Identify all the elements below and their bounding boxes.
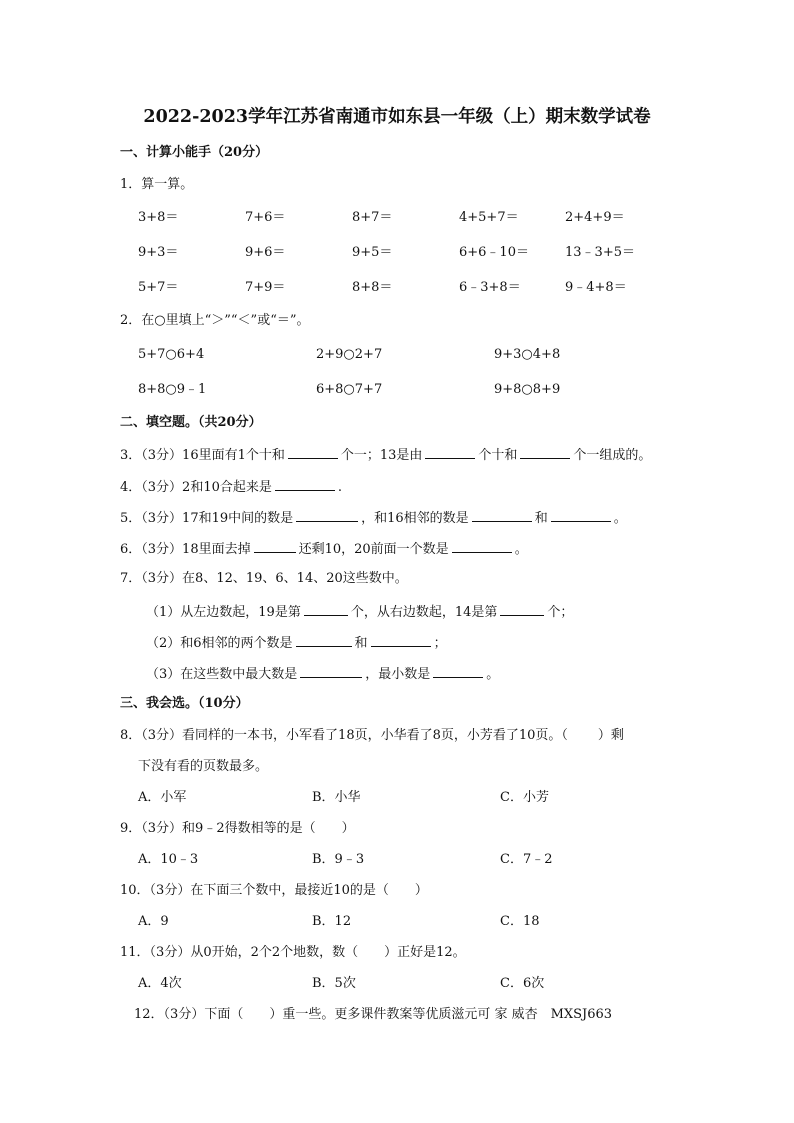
compare-item: 8+8○9﹣1 [138, 382, 207, 397]
calc-item: 9+3＝ [138, 245, 179, 260]
question-3: 3．（3分）16里面有1个十和 个一；13是由 个十和 个一组成的。 [120, 448, 652, 463]
question-5: 5．（3分）17和19中间的数是 ，和16相邻的数是 和 。 [120, 511, 627, 526]
answer-blank[interactable] [433, 665, 483, 678]
question-10-stem: 10．（3分）在下面三个数中，最接近10的是（ ） [120, 883, 428, 898]
calc-item: 3+8＝ [138, 210, 179, 225]
section-1-heading: 一、计算小能手（20分） [120, 145, 269, 160]
question-7-part-3: （3）在这些数中最大数是 ，最小数是 。 [146, 667, 500, 682]
question-7-part-2: （2）和6相邻的两个数是 和 ； [146, 636, 447, 651]
answer-blank[interactable] [296, 509, 358, 522]
calc-item: 13﹣3+5＝ [565, 245, 635, 260]
option-b[interactable]: B．9﹣3 [312, 852, 365, 867]
option-a[interactable]: A．小军 [138, 790, 187, 805]
answer-blank[interactable] [500, 603, 544, 616]
question-8-line-1: 8．（3分）看同样的一本书，小军看了18页，小华看了8页，小芳看了10页。（ ）剩 [120, 728, 624, 743]
calc-item: 6﹣3+8＝ [459, 280, 521, 295]
section-2-heading: 二、填空题。（共20分） [120, 415, 262, 430]
calc-item: 8+8＝ [352, 280, 393, 295]
calc-item: 4+5+7＝ [459, 210, 519, 225]
question-12-stem: 12．（3分）下面（ ）重一些。更多课件教案等优质滋元可 家 威杏 MXSJ663 [134, 1007, 613, 1022]
calc-item: 6+6﹣10＝ [459, 245, 529, 260]
calc-item: 9+6＝ [245, 245, 286, 260]
answer-blank[interactable] [300, 665, 362, 678]
answer-blank[interactable] [304, 603, 348, 616]
compare-item: 2+9○2+7 [316, 347, 383, 362]
answer-blank[interactable] [296, 634, 352, 647]
calc-item: 9+5＝ [352, 245, 393, 260]
calc-item: 9﹣4+8＝ [565, 280, 627, 295]
option-c[interactable]: C．6次 [500, 976, 545, 991]
question-6: 6．（3分）18里面去掉 还剩10，20前面一个数是 。 [120, 542, 528, 557]
calc-item: 7+9＝ [245, 280, 286, 295]
question-7-stem: 7．（3分）在8、12、19、6、14、20这些数中。 [120, 571, 408, 586]
question-11-stem: 11．（3分）从0开始，2个2个地数，数（ ）正好是12。 [120, 945, 466, 960]
calc-item: 7+6＝ [245, 210, 286, 225]
compare-item: 6+8○7+7 [316, 382, 383, 397]
answer-blank[interactable] [254, 540, 296, 553]
answer-blank[interactable] [551, 509, 611, 522]
answer-blank[interactable] [275, 478, 335, 491]
answer-blank[interactable] [472, 509, 532, 522]
option-c[interactable]: C．18 [500, 914, 540, 929]
question-9-stem: 9．（3分）和9﹣2得数相等的是（ ） [120, 821, 355, 836]
answer-blank[interactable] [425, 446, 475, 459]
compare-item: 9+3○4+8 [494, 347, 561, 362]
question-2-label: 2．在○里填上“＞”“＜”或“＝”。 [120, 313, 310, 328]
option-a[interactable]: A．10﹣3 [138, 852, 199, 867]
question-4: 4．（3分）2和10合起来是 . [120, 480, 342, 495]
option-a[interactable]: A．9 [138, 914, 169, 929]
compare-item: 5+7○6+4 [138, 347, 205, 362]
option-b[interactable]: B．5次 [312, 976, 356, 991]
answer-blank[interactable] [452, 540, 512, 553]
option-c[interactable]: C．7﹣2 [500, 852, 553, 867]
calc-item: 2+4+9＝ [565, 210, 625, 225]
option-b[interactable]: B．小华 [312, 790, 361, 805]
question-1-label: 1．算一算。 [120, 177, 194, 192]
answer-blank[interactable] [520, 446, 570, 459]
section-3-heading: 三、我会选。（10分） [120, 696, 249, 711]
page-title: 2022-2023学年江苏省南通市如东县一年级（上）期末数学试卷 [143, 107, 651, 127]
calc-item: 8+7＝ [352, 210, 393, 225]
question-8-line-2: 下没有看的页数最多。 [138, 759, 269, 774]
answer-blank[interactable] [288, 446, 338, 459]
question-7-part-1: （1）从左边数起，19是第 个，从右边数起，14是第 个； [146, 605, 574, 620]
compare-item: 9+8○8+9 [494, 382, 561, 397]
calc-item: 5+7＝ [138, 280, 179, 295]
option-b[interactable]: B．12 [312, 914, 352, 929]
option-a[interactable]: A．4次 [138, 976, 182, 991]
answer-blank[interactable] [371, 634, 431, 647]
option-c[interactable]: C．小芳 [500, 790, 549, 805]
